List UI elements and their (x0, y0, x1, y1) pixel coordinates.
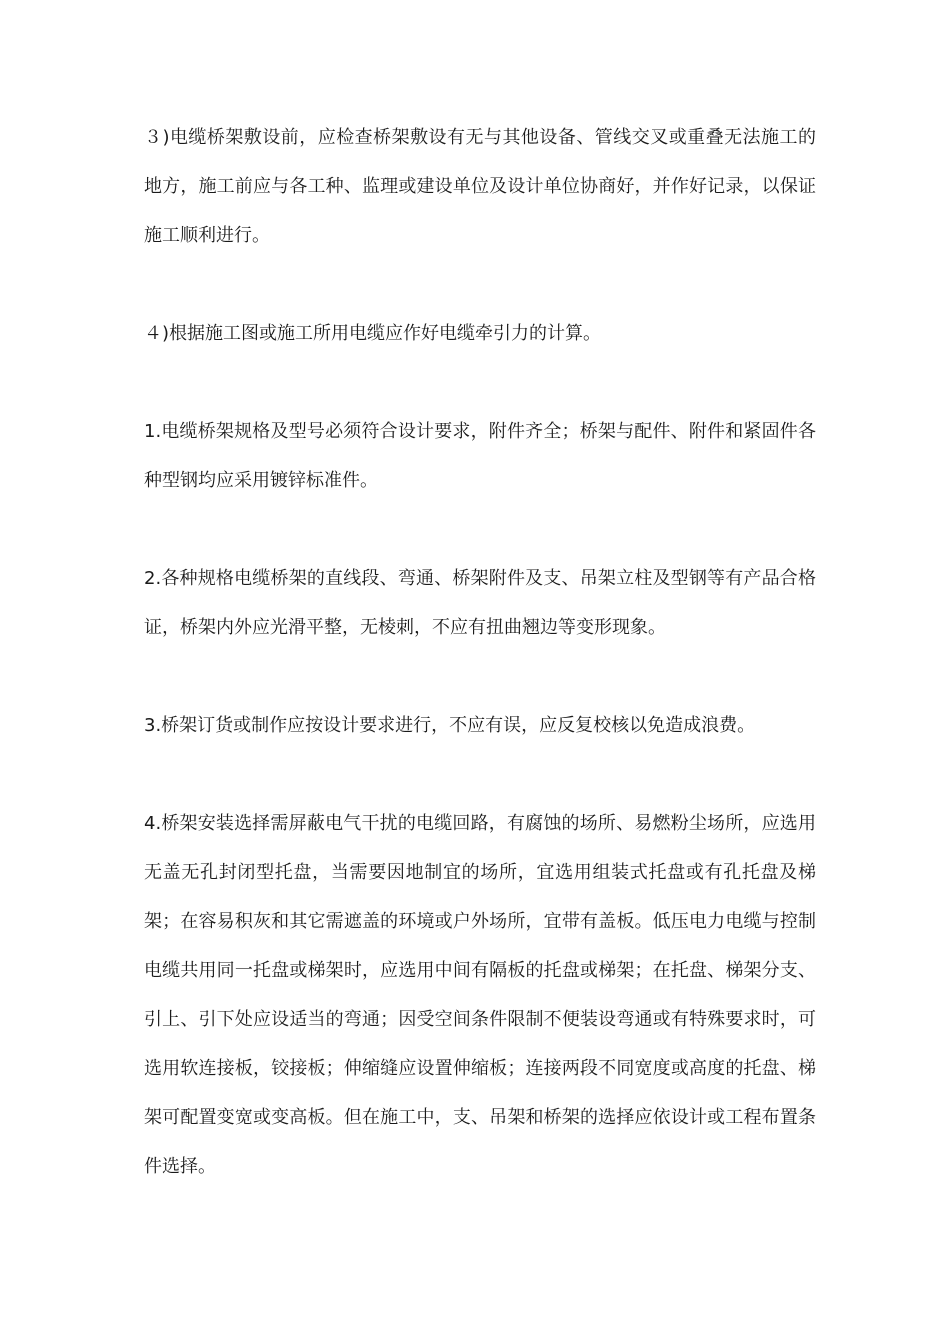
paragraph-numbered-4: 4.桥架安装选择需屏蔽电气干扰的电缆回路，有腐蚀的场所、易燃粉尘场所，应选用无盖无孔封闭型托盘，当需要因地制宜的场所，宜选用组装式托盘或有孔托盘及梯架；在容易积灰和其它需遮盖的环境或户外场所，宜带有盖板。低压电力电缆与控制电缆共用同一托盘或梯架时，应选用中间有隔板的托盘或梯架；在托盘、梯架分支、引上、引下处应设适当的弯通；因受空间条件限制不便装设弯通或有特殊要求时，可选用软连接板，铰接板；伸缩缝应设置伸缩板；连接两段不同宽度或高度的托盘、梯架可配置变宽或变高板。但在施工中，支、吊架和桥架的选择应依设计或工程布置条件选择。 (144, 813, 816, 1177)
paragraph-item-3: ３)电缆桥架敷设前，应检查桥架敷设有无与其他设备、管线交叉或重叠无法施工的地方，施工前应与各工种、监理或建设单位及设计单位协商好，并作好记录，以保证施工顺利进行。 (144, 127, 816, 246)
document-body (144, 113, 816, 1240)
paragraph-numbered-3: 3.桥架订货或制作应按设计要求进行，不应有误，应反复校核以免造成浪费。 (144, 715, 756, 736)
paragraph-numbered-1: 1.电缆桥架规格及型号必须符合设计要求，附件齐全；桥架与配件、附件和紧固件各种型钢均应采用镀锌标准件。 (144, 421, 816, 491)
paragraph-item-4: ４)根据施工图或施工所用电缆应作好电缆牵引力的计算。 (144, 323, 602, 344)
paragraph-numbered-2: 2.各种规格电缆桥架的直线段、弯通、桥架附件及支、吊架立柱及型钢等有产品合格证，桥架内外应光滑平整，无棱刺，不应有扭曲翘边等变形现象。 (144, 568, 816, 638)
